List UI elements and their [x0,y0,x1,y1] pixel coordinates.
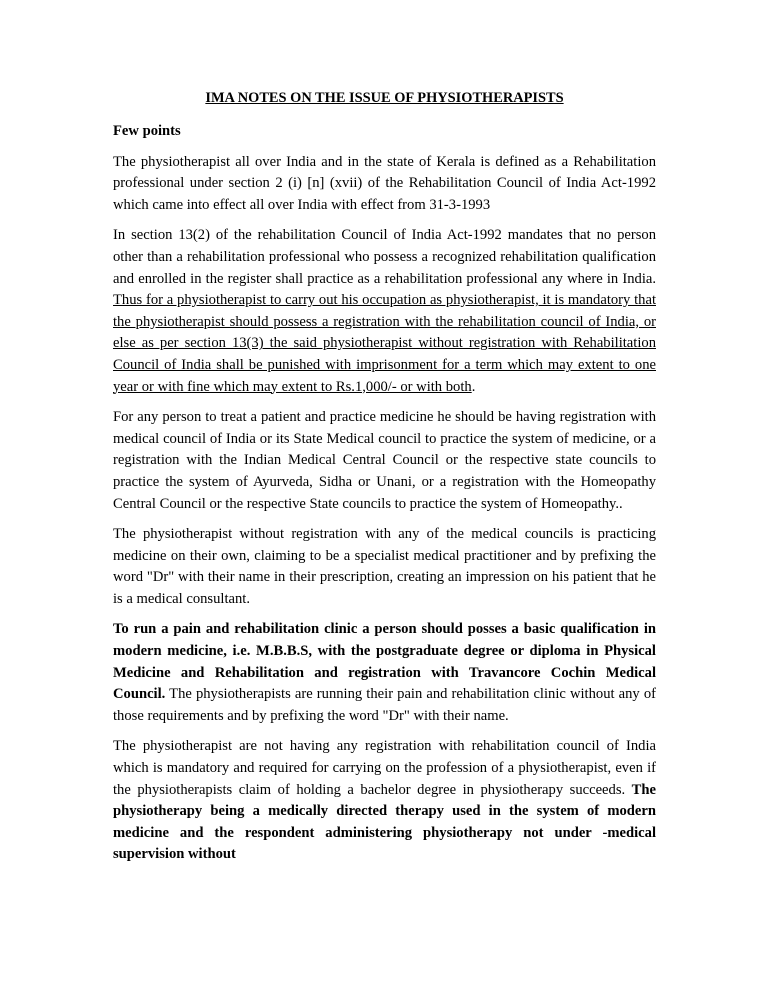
paragraph-section-13 [113,225,656,398]
paragraph-definition: The physiotherapist all over India and in the state of Kerala is defined as a Rehabilitation professional under section 2 (i) [n] (xvii) of the Rehabilitation Council of India Act-1992 which came into effect all over India with effect from 31-3-1993 [113,153,656,213]
paragraph-no-registration-text: The physiotherapist are not having any registration with rehabilitation council of India which is mandatory and required for carrying on the profession of a physiotherapist, even if the physiotherapists claim of holding a bachelor degree in physiotherapy succeeds. [113,738,656,798]
paragraph-practicing-medicine: The physiotherapist without registration with any of the medical councils is practicing medicine on their own, claiming to be a specialist medical practitioner and by prefixing the word "Dr" with their name in their prescription, creating an impression on his patient that he is a medical consultant. [113,526,656,607]
paragraph-section-13-text: In section 13(2) of the rehabilitation Council of India Act-1992 mandates that no person other than a rehabilitation professional who possess a recognized rehabilitation qualification and enrolled in the register shall practice as a rehabilitation professional any where in India. [113,227,656,287]
document-page [113,88,656,875]
bold-qualification-text: To run a pain and rehabilitation clinic a person should posses a basic qualification in modern medicine, i.e. M.B.B.S, with the postgraduate degree or diploma in Physical Medicine and Rehabilitation and registration with Travancore Cochin Medical Council. [113,621,656,703]
section-subheading: Few points [113,123,181,139]
paragraph-clinic-qualification [113,619,656,727]
paragraph-section-13-end: . [471,378,476,395]
paragraph-clinic-text: The physiotherapists are running their pain and rehabilitation clinic without any of those requirements and by prefixing the word "Dr" with their name. [113,686,656,724]
document-title: IMA NOTES ON THE ISSUE OF PHYSIOTHERAPISTS [205,90,564,106]
bold-supervision-text: The physiotherapy being a medically directed therapy used in the system of modern medicine and the respondent administering physiotherapy not under -medical supervision without [113,781,656,863]
underlined-mandate-text: Thus for a physiotherapist to carry out his occupation as physiotherapist, it is mandatory that the physiotherapist should possess a registration with the rehabilitation council of India, or else as per section 13(3) the said physiotherapist without registration with Rehabilitation Council of India shall be punished with imprisonment for a term which may extent to one year or with fine which may extent to Rs.1,000/- or with both [113,292,656,395]
paragraph-no-registration [113,736,656,866]
paragraph-registration-requirement: For any person to treat a patient and practice medicine he should be having registration with medical council of India or its State Medical council to practice the system of medicine, or a registration with the Indian Medical Central Council or the respective state councils to practice the system of Ayurveda, Sidha or Unani, or a registration with the Homeopathy Central Council or the respective State councils to practice the system of Homeopathy.. [113,409,656,512]
